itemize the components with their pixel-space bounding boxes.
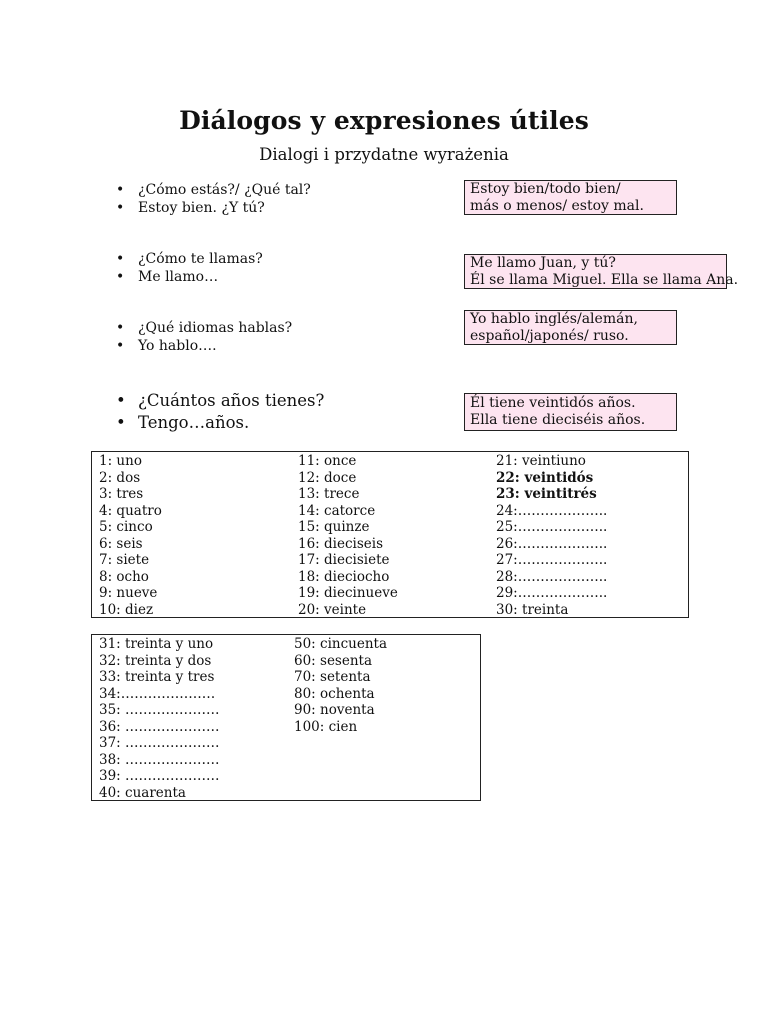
number-entry: 31: treinta y uno	[99, 636, 214, 652]
number-entry: 29:………………..	[496, 585, 608, 601]
number-entry: 40: cuarenta	[99, 784, 186, 801]
dialog-3-answer-box	[464, 310, 677, 345]
number-entry: 20: veinte	[298, 601, 367, 618]
number-entry: 8: ocho	[99, 568, 149, 585]
answer-line: español/japonés/ ruso.	[470, 328, 629, 344]
page-title: Diálogos y expresiones útiles	[179, 106, 589, 135]
numbers-column-31-40	[99, 636, 220, 801]
number-entry: 4: quatro	[99, 502, 162, 519]
number-entry: 14: catorce	[298, 502, 376, 519]
number-entry: 13: trece	[298, 486, 360, 502]
page-subtitle: Dialogi i przydatne wyrażenia	[259, 145, 509, 164]
number-entry: 27:………………..	[496, 552, 608, 568]
number-entry: 50: cincuenta	[294, 636, 388, 652]
number-entry: 34:…………………	[99, 685, 216, 702]
dialog-1-question: • ¿Cómo estás?/ ¿Qué tal?	[116, 181, 311, 199]
number-entry: 17: diecisiete	[298, 552, 390, 568]
number-entry: 25:………………..	[496, 519, 608, 535]
dialog-4-questions	[116, 390, 324, 434]
number-entry: 15: quinze	[298, 519, 370, 535]
number-entry: 3: tres	[99, 486, 144, 502]
number-entry: 1: uno	[99, 453, 142, 469]
dialog-2-reply: • Me llamo…	[116, 268, 263, 286]
number-entry: 10: diez	[99, 601, 154, 618]
numbers-column-11-20	[298, 453, 398, 618]
number-entry: 23: veintitrés	[496, 486, 597, 502]
dialog-3-questions	[116, 319, 292, 355]
dialog-4-question: • ¿Cuántos años tienes?	[116, 390, 324, 412]
number-entry: 70: setenta	[294, 669, 371, 685]
number-entry: 18: dieciocho	[298, 568, 390, 585]
number-entry: 37: …………………	[99, 735, 220, 751]
answer-line: Él tiene veintidós años.	[470, 395, 636, 411]
number-entry: 2: dos	[99, 469, 141, 486]
dialog-4-answer-box	[464, 393, 677, 431]
number-entry: 11: once	[298, 453, 357, 469]
number-entry: 9: nueve	[99, 585, 158, 601]
number-entry: 33: treinta y tres	[99, 669, 215, 685]
number-entry: 35: …………………	[99, 702, 220, 718]
number-entry: 7: siete	[99, 552, 150, 568]
numbers-31-100-table	[91, 634, 481, 801]
numbers-1-30-table	[91, 451, 689, 618]
number-entry: 26:………………..	[496, 535, 608, 552]
number-entry: 39: …………………	[99, 768, 220, 784]
number-entry: 80: ochenta	[294, 685, 375, 702]
number-entry: 19: diecinueve	[298, 585, 398, 601]
number-entry: 16: dieciseis	[298, 535, 384, 552]
dialog-2-questions	[116, 250, 263, 286]
number-entry: 30: treinta	[496, 601, 569, 618]
dialog-3-question: • ¿Qué idiomas hablas?	[116, 319, 292, 337]
number-entry: 32: treinta y dos	[99, 652, 212, 669]
number-entry: 6: seis	[99, 535, 143, 552]
dialog-1-reply: • Estoy bien. ¿Y tú?	[116, 199, 311, 217]
answer-line: Él se llama Miguel. Ella se llama Ana.	[470, 272, 739, 288]
number-entry: 38: …………………	[99, 751, 220, 768]
dialog-1-answer-box	[464, 180, 677, 215]
answer-line: Ella tiene dieciséis años.	[470, 412, 646, 428]
numbers-column-1-10	[99, 453, 162, 618]
number-entry: 36: …………………	[99, 718, 220, 735]
numbers-column-tens	[294, 636, 387, 735]
answer-line: más o menos/ estoy mal.	[470, 198, 644, 214]
number-entry: 60: sesenta	[294, 652, 373, 669]
number-entry: 90: noventa	[294, 702, 375, 718]
dialog-1-questions	[116, 181, 311, 217]
dialog-4-reply: • Tengo…años.	[116, 412, 324, 434]
dialog-3-reply: • Yo hablo….	[116, 337, 292, 355]
answer-line: Estoy bien/todo bien/	[470, 181, 621, 197]
number-entry: 21: veintiuno	[496, 453, 586, 469]
number-entry: 5: cinco	[99, 519, 153, 535]
number-entry: 22: veintidós	[496, 469, 594, 486]
dialog-2-question: • ¿Cómo te llamas?	[116, 250, 263, 268]
number-entry: 12: doce	[298, 469, 357, 486]
number-entry: 24:………………..	[496, 502, 608, 519]
answer-line: Yo hablo inglés/alemán,	[470, 311, 638, 327]
dialog-2-answer-box	[464, 254, 739, 289]
number-entry: 100: cien	[294, 718, 358, 735]
number-entry: 28:………………..	[496, 568, 608, 585]
answer-line: Me llamo Juan, y tú?	[470, 255, 616, 271]
numbers-column-21-30	[496, 453, 607, 618]
